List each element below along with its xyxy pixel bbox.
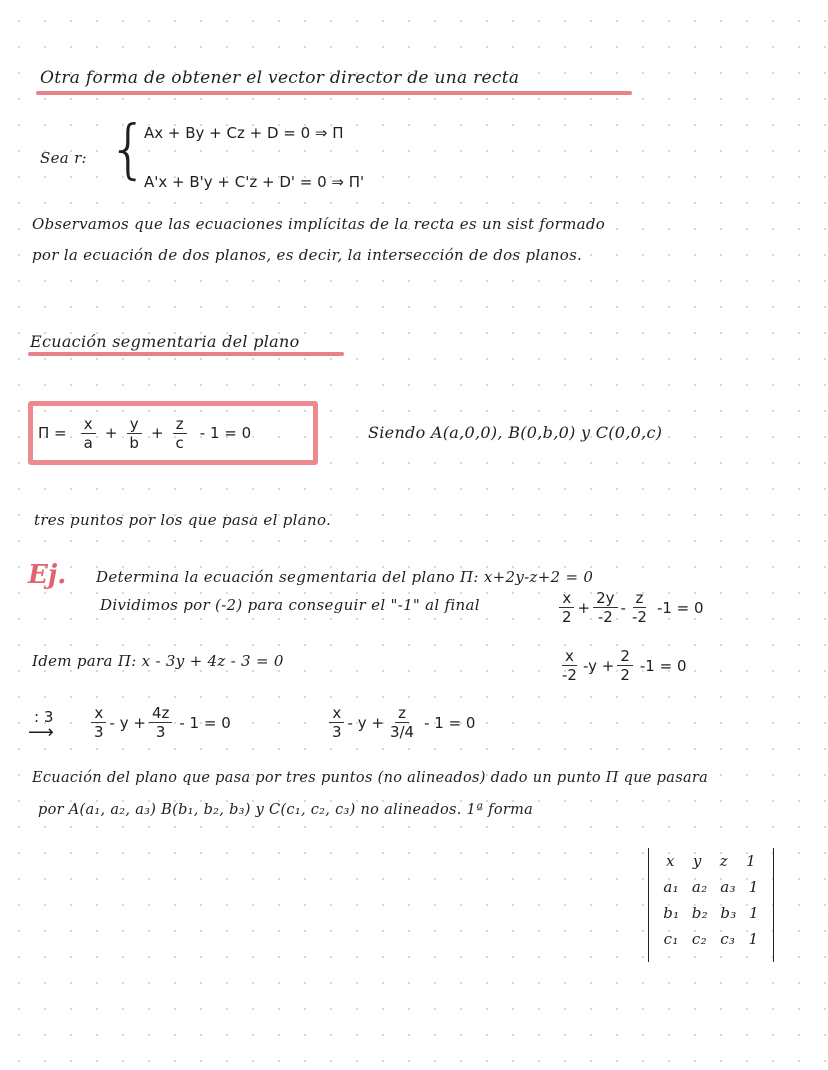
equation-tail: -1 = 0: [656, 598, 704, 617]
fraction: [559, 648, 580, 683]
matrix-cell: 1: [748, 904, 759, 922]
determinant-row: [649, 900, 773, 926]
fraction-den: -2: [562, 666, 577, 684]
ej-result-2: [556, 648, 687, 683]
fraction: [91, 705, 107, 740]
formula-lhs: Π =: [38, 424, 67, 442]
fraction-num: x: [329, 705, 344, 723]
fraction: [559, 590, 575, 625]
matrix-cell: a₃: [720, 878, 736, 896]
fraction-den: 2: [620, 666, 630, 684]
ej-dividimos: Dividimos por (-2) para conseguir el "-1" al final: [100, 596, 480, 614]
segmentaria-formula: [38, 409, 251, 457]
fraction-den: -2: [597, 608, 613, 626]
matrix-cell: y: [692, 852, 702, 870]
fraction-den: 3: [155, 723, 166, 741]
determinant-row: [649, 848, 773, 874]
fraction-z-c: [173, 416, 187, 451]
fraction-num: 2: [617, 648, 633, 666]
matrix-cell: z: [719, 852, 728, 870]
operator: -: [620, 598, 626, 617]
tres-puntos-line-2: por A(a₁, a₂, a₃) B(b₁, b₂, b₃) y C(c₁, c₂, c₃) no alineados. 1ª forma: [38, 802, 534, 818]
title-underline-2: [28, 352, 344, 356]
arrow-right-icon: ⟶: [28, 722, 54, 743]
operator: +: [577, 598, 591, 617]
equation-mid: -y +: [582, 656, 615, 675]
matrix-cell: x: [666, 852, 675, 870]
fraction-num: z: [395, 705, 409, 723]
fraction-den: -2: [631, 608, 647, 626]
ej-label: Ej.: [28, 560, 67, 590]
fraction-num: z: [173, 416, 187, 434]
plus-sign: +: [104, 424, 118, 442]
system-eq1: Ax + By + Cz + D = 0 ⇒ Π: [144, 124, 344, 142]
title-vector-director: Otra forma de obtener el vector director de una recta: [40, 68, 520, 88]
tres-puntos-text: tres puntos por los que pasa el plano.: [34, 511, 332, 529]
plus-sign: +: [150, 424, 164, 442]
matrix-cell: a₂: [691, 878, 708, 896]
matrix-cell: 1: [748, 878, 759, 896]
matrix-cell: b₂: [691, 904, 708, 922]
fraction-den: 2: [562, 608, 572, 626]
equation-tail: -1 = 0: [639, 656, 687, 675]
ej-idem: Idem para Π: x - 3y + 4z - 3 = 0: [32, 652, 284, 670]
fraction: [629, 590, 650, 625]
determinant-row: [649, 926, 773, 952]
fraction-den: b: [129, 433, 139, 452]
siendo-points: Siendo A(a,0,0), B(0,b,0) y C(0,0,c): [368, 423, 663, 442]
fraction-num: x: [559, 590, 574, 608]
matrix-cell: c₂: [691, 930, 707, 948]
formula-tail: - 1 = 0: [199, 424, 252, 442]
fraction-den: a: [83, 433, 93, 452]
matrix-cell: 1: [746, 852, 756, 870]
matrix-cell: a₁: [663, 878, 679, 896]
title-segmentaria: Ecuación segmentaria del plano: [30, 332, 300, 351]
fraction-den: c: [175, 433, 184, 452]
system-eq2: A'x + B'y + C'z + D' = 0 ⇒ Π': [144, 173, 365, 191]
equation-mid: - y +: [109, 713, 146, 732]
fraction: [617, 648, 633, 683]
equation-tail: - 1 = 0: [424, 713, 476, 732]
fraction: [329, 705, 345, 740]
fraction-num: 4z: [149, 705, 172, 723]
fraction-den: 3/4: [389, 723, 415, 741]
system-brace: {: [108, 113, 149, 187]
determinant-matrix: [648, 848, 774, 962]
fraction-num: z: [633, 590, 647, 608]
fraction-y-b: [126, 416, 142, 451]
matrix-cell: b₃: [720, 904, 737, 922]
fraction-den: 3: [94, 723, 104, 741]
tres-puntos-line-1: Ecuación del plano que pasa por tres puntos (no alineados) dado un punto Π que pasara: [32, 770, 709, 786]
fraction-num: y: [127, 416, 142, 434]
fraction: [593, 590, 617, 625]
system-label: Sea r:: [40, 149, 87, 167]
fraction-den: 3: [332, 723, 342, 741]
observation-line-1: Observamos que las ecuaciones implícitas de la recta es un sist formado: [32, 215, 606, 233]
observation-line-2: por la ecuación de dos planos, es decir, la intersección de dos planos.: [32, 246, 583, 264]
fraction: [387, 705, 417, 740]
ej-step-2: [326, 705, 475, 740]
matrix-cell: c₁: [663, 930, 679, 948]
fraction-num: x: [91, 705, 106, 723]
ej-step-1: [88, 705, 231, 740]
equation-tail: - 1 = 0: [179, 713, 231, 732]
fraction-x-a: [81, 416, 96, 451]
matrix-cell: c₃: [720, 930, 736, 948]
fraction-num: x: [562, 648, 577, 666]
fraction-num: 2y: [593, 590, 617, 608]
fraction: [149, 705, 172, 740]
matrix-cell: 1: [748, 930, 759, 948]
ej-statement: Determina la ecuación segmentaria del plano Π: x+2y-z+2 = 0: [96, 568, 594, 586]
fraction-num: x: [81, 416, 96, 434]
title-underline-1: [36, 91, 632, 95]
determinant-row: [649, 874, 773, 900]
divide-label: : 3: [34, 708, 54, 726]
equation-mid: - y +: [347, 713, 384, 732]
ej-result-1: [556, 590, 704, 625]
matrix-cell: b₁: [663, 904, 680, 922]
